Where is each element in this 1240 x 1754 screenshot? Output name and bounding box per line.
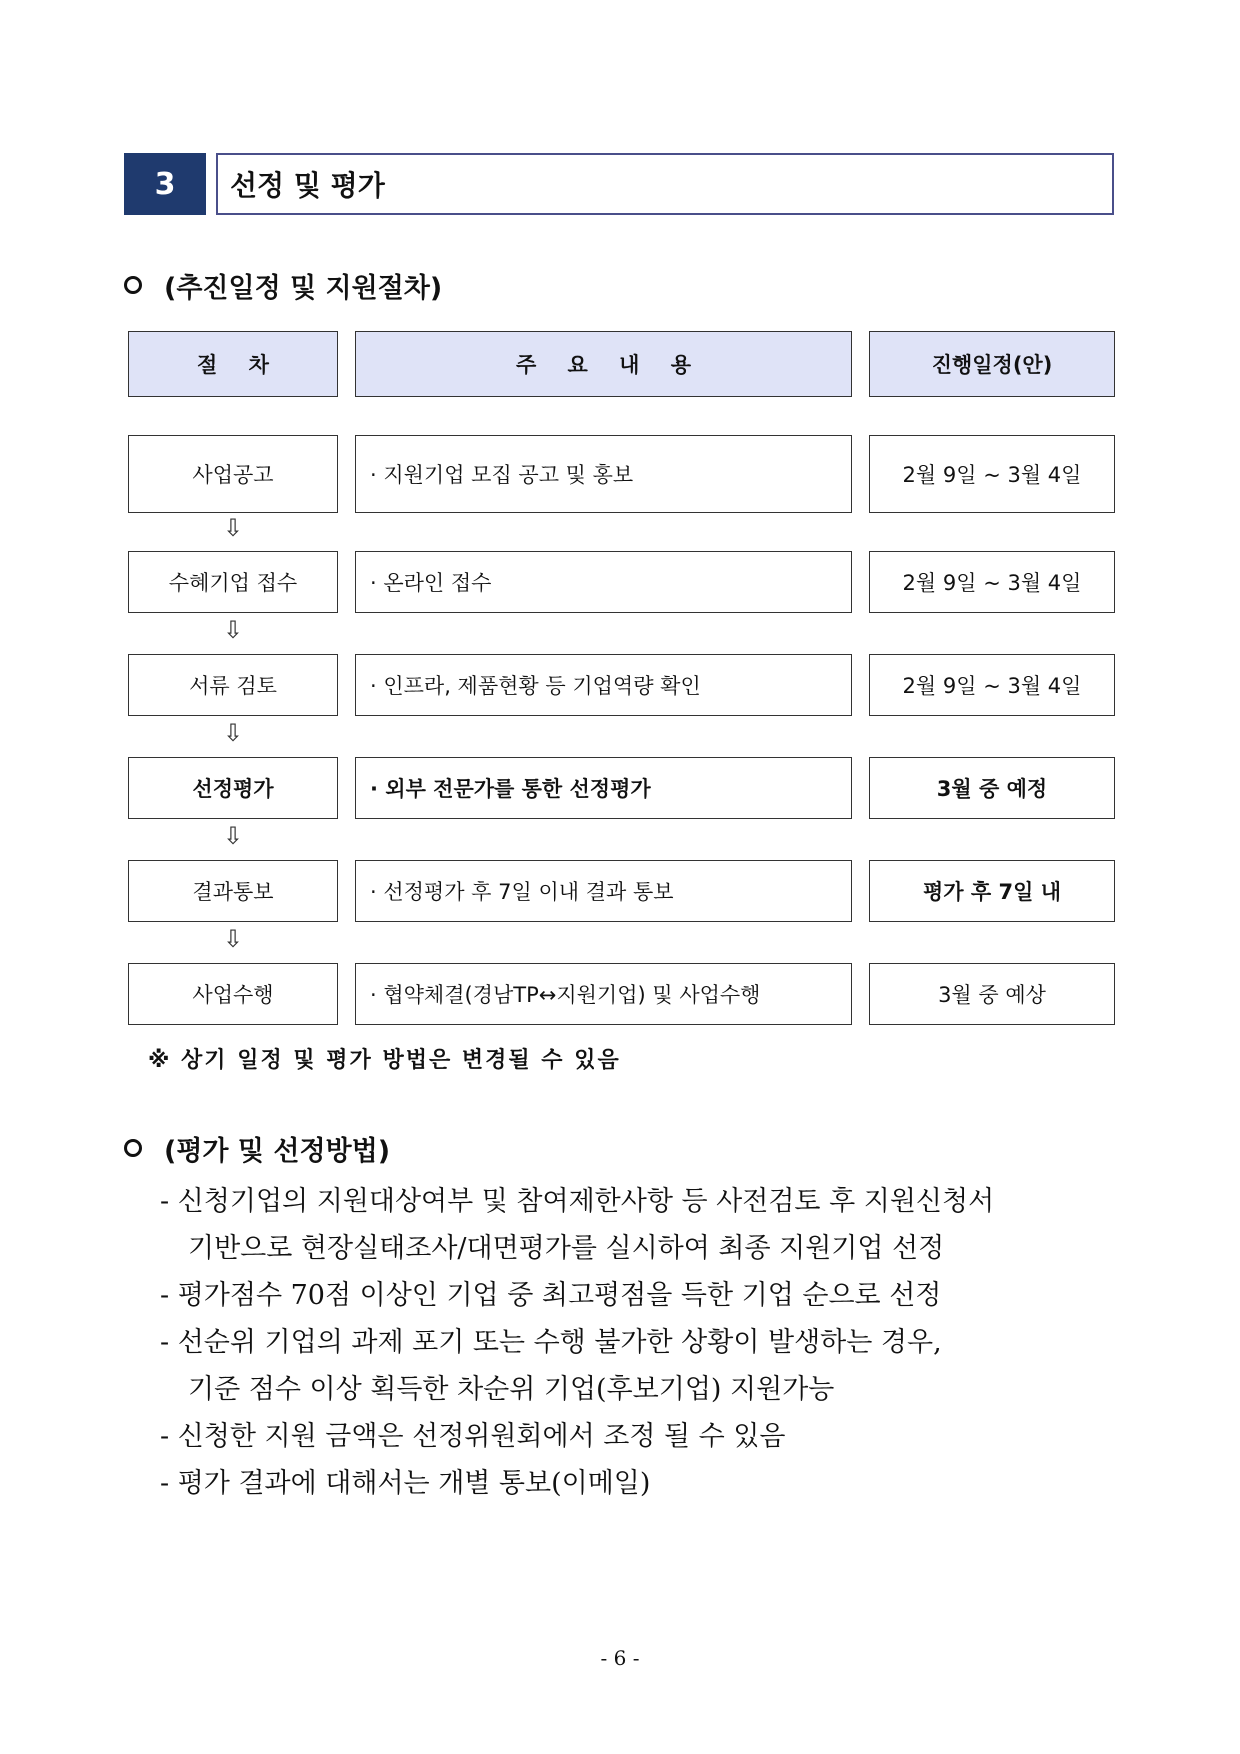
down-arrow-icon: ⇩ <box>222 925 244 953</box>
content-cell: · 선정평가 후 7일 이내 결과 통보 <box>355 860 852 922</box>
date-cell: 2월 9일 ~ 3월 4일 <box>869 551 1115 613</box>
schedule-heading-text: (추진일정 및 지원절차) <box>164 272 443 304</box>
method-line: - 평가점수 70점 이상인 기업 중 최고평점을 득한 기업 순으로 선정 <box>160 1280 942 1311</box>
down-arrow-icon: ⇩ <box>222 822 244 850</box>
page-number: - 6 - <box>600 1646 640 1670</box>
method-heading <box>124 1128 390 1168</box>
date-cell: 3월 중 예정 <box>869 757 1115 819</box>
schedule-heading <box>124 265 442 305</box>
date-cell: 평가 후 7일 내 <box>869 860 1115 922</box>
method-line: - 평가 결과에 대해서는 개별 통보(이메일) <box>160 1468 651 1499</box>
header-step-label: 절 차 <box>197 353 281 377</box>
down-arrow-icon: ⇩ <box>222 514 244 542</box>
content-cell: · 협약체결(경남TP↔지원기업) 및 사업수행 <box>355 963 852 1025</box>
section-title: 선정 및 평가 <box>216 153 1114 215</box>
method-line: 기반으로 현장실태조사/대면평가를 실시하여 최종 지원기업 선정 <box>188 1233 945 1264</box>
content-cell: · 온라인 접수 <box>355 551 852 613</box>
header-date <box>869 331 1115 397</box>
header-step <box>128 331 338 397</box>
step-cell: 서류 검토 <box>128 654 338 716</box>
step-cell: 사업수행 <box>128 963 338 1025</box>
date-cell: 2월 9일 ~ 3월 4일 <box>869 435 1115 513</box>
content-cell: · 인프라, 제품현황 등 기업역량 확인 <box>355 654 852 716</box>
header-content <box>355 331 852 397</box>
step-cell: 결과통보 <box>128 860 338 922</box>
header-content-label: 주 요 내 용 <box>515 353 704 377</box>
section-number: 3 <box>124 153 206 215</box>
step-cell: 사업공고 <box>128 435 338 513</box>
method-line: - 신청한 지원 금액은 선정위원회에서 조정 될 수 있음 <box>160 1421 786 1452</box>
date-cell: 3월 중 예상 <box>869 963 1115 1025</box>
schedule-note: ※ 상기 일정 및 평가 방법은 변경될 수 있음 <box>148 1048 621 1073</box>
method-line: 기준 점수 이상 획득한 차순위 기업(후보기업) 지원가능 <box>188 1374 835 1405</box>
circle-bullet-icon <box>124 276 142 294</box>
circle-bullet-icon <box>124 1139 142 1157</box>
date-cell: 2월 9일 ~ 3월 4일 <box>869 654 1115 716</box>
step-cell: 선정평가 <box>128 757 338 819</box>
down-arrow-icon: ⇩ <box>222 616 244 644</box>
method-line: - 신청기업의 지원대상여부 및 참여제한사항 등 사전검토 후 지원신청서 <box>160 1186 995 1217</box>
method-heading-text: (평가 및 선정방법) <box>164 1135 391 1167</box>
method-line: - 선순위 기업의 과제 포기 또는 수행 불가한 상황이 발생하는 경우, <box>160 1327 942 1358</box>
content-cell: · 외부 전문가를 통한 선정평가 <box>355 757 852 819</box>
down-arrow-icon: ⇩ <box>222 719 244 747</box>
method-body <box>160 1178 1120 1507</box>
content-cell: · 지원기업 모집 공고 및 홍보 <box>355 435 852 513</box>
header-date-label: 진행일정(안) <box>931 353 1053 377</box>
step-cell: 수혜기업 접수 <box>128 551 338 613</box>
